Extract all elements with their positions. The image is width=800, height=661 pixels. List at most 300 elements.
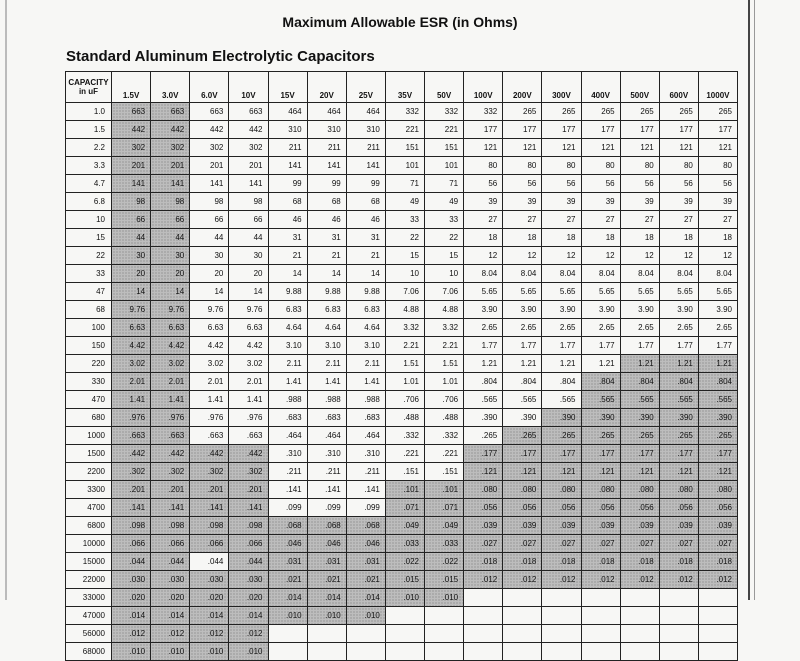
esr-cell: 20 xyxy=(229,265,268,283)
esr-cell xyxy=(307,643,346,661)
esr-cell: .201 xyxy=(112,481,151,499)
esr-cell: 1.41 xyxy=(346,373,385,391)
esr-cell: 1.77 xyxy=(659,337,698,355)
esr-cell: 8.04 xyxy=(503,265,542,283)
esr-cell: .177 xyxy=(542,445,581,463)
esr-cell: 265 xyxy=(698,103,737,121)
esr-cell: 2.11 xyxy=(268,355,307,373)
capacity-cell: 15 xyxy=(66,229,112,247)
esr-cell: 4.88 xyxy=(385,301,424,319)
esr-cell: 14 xyxy=(151,283,190,301)
esr-cell: 1.21 xyxy=(698,355,737,373)
esr-cell: .012 xyxy=(542,571,581,589)
esr-cell: .068 xyxy=(268,517,307,535)
table-row xyxy=(66,607,738,625)
esr-cell: 5.65 xyxy=(464,283,503,301)
esr-cell: .068 xyxy=(346,517,385,535)
esr-cell: .021 xyxy=(307,571,346,589)
esr-cell: .012 xyxy=(581,571,620,589)
esr-cell: 21 xyxy=(307,247,346,265)
esr-cell: 5.65 xyxy=(659,283,698,301)
esr-cell xyxy=(620,643,659,661)
esr-cell: .565 xyxy=(464,391,503,409)
esr-cell xyxy=(503,607,542,625)
voltage-header: 25V xyxy=(346,72,385,103)
esr-cell: .976 xyxy=(151,409,190,427)
esr-cell: .221 xyxy=(385,445,424,463)
esr-cell: .663 xyxy=(190,427,229,445)
esr-cell: 663 xyxy=(190,103,229,121)
esr-cell: 1.21 xyxy=(620,355,659,373)
esr-cell: 56 xyxy=(503,175,542,193)
esr-cell: 101 xyxy=(385,157,424,175)
capacity-cell: 150 xyxy=(66,337,112,355)
esr-cell: .565 xyxy=(503,391,542,409)
esr-cell: 2.65 xyxy=(620,319,659,337)
voltage-header: 100V xyxy=(464,72,503,103)
esr-cell: 141 xyxy=(229,175,268,193)
esr-cell: 265 xyxy=(659,103,698,121)
esr-cell: .010 xyxy=(385,589,424,607)
esr-cell xyxy=(268,643,307,661)
esr-cell: 2.11 xyxy=(307,355,346,373)
esr-cell: 265 xyxy=(503,103,542,121)
esr-cell: 31 xyxy=(346,229,385,247)
esr-cell: 7.06 xyxy=(425,283,464,301)
capacity-header-line2: in uF xyxy=(78,87,99,96)
esr-cell: .310 xyxy=(268,445,307,463)
esr-cell: 44 xyxy=(151,229,190,247)
esr-cell: .080 xyxy=(581,481,620,499)
esr-cell: 1.77 xyxy=(620,337,659,355)
esr-cell xyxy=(346,643,385,661)
esr-cell: 99 xyxy=(346,175,385,193)
esr-cell: 121 xyxy=(659,139,698,157)
table-row xyxy=(66,535,738,553)
esr-cell: 201 xyxy=(112,157,151,175)
esr-cell: .049 xyxy=(425,517,464,535)
voltage-header: 15V xyxy=(268,72,307,103)
esr-cell: 27 xyxy=(542,211,581,229)
esr-cell: .442 xyxy=(229,445,268,463)
esr-cell: .010 xyxy=(346,607,385,625)
esr-cell: .080 xyxy=(464,481,503,499)
esr-cell: .099 xyxy=(346,499,385,517)
esr-cell: 302 xyxy=(151,139,190,157)
capacity-cell: 1.0 xyxy=(66,103,112,121)
esr-cell: .020 xyxy=(151,589,190,607)
esr-cell: .442 xyxy=(190,445,229,463)
esr-cell: .080 xyxy=(620,481,659,499)
table-row xyxy=(66,139,738,157)
table-row xyxy=(66,463,738,481)
esr-cell: 101 xyxy=(425,157,464,175)
table-row xyxy=(66,409,738,427)
table-row xyxy=(66,301,738,319)
esr-cell: 9.88 xyxy=(268,283,307,301)
esr-cell: 12 xyxy=(464,247,503,265)
esr-cell: .027 xyxy=(542,535,581,553)
esr-cell: 3.02 xyxy=(229,355,268,373)
esr-cell: 14 xyxy=(112,283,151,301)
esr-cell: 56 xyxy=(659,175,698,193)
esr-cell: .056 xyxy=(581,499,620,517)
esr-cell: .014 xyxy=(307,589,346,607)
esr-cell: 30 xyxy=(151,247,190,265)
esr-cell: 49 xyxy=(385,193,424,211)
esr-cell: 221 xyxy=(385,121,424,139)
capacity-cell: 47 xyxy=(66,283,112,301)
esr-cell: 302 xyxy=(112,139,151,157)
esr-cell: .066 xyxy=(112,535,151,553)
esr-cell: .201 xyxy=(229,481,268,499)
esr-cell: 33 xyxy=(425,211,464,229)
esr-cell: .101 xyxy=(425,481,464,499)
esr-cell: .039 xyxy=(581,517,620,535)
esr-cell: .044 xyxy=(112,553,151,571)
esr-cell: .018 xyxy=(698,553,737,571)
capacity-cell: 47000 xyxy=(66,607,112,625)
esr-cell: .488 xyxy=(425,409,464,427)
esr-cell: 1.21 xyxy=(503,355,542,373)
capacity-cell: 4.7 xyxy=(66,175,112,193)
esr-cell: 7.06 xyxy=(385,283,424,301)
esr-cell: 3.02 xyxy=(151,355,190,373)
esr-cell: .056 xyxy=(542,499,581,517)
esr-cell: 1.01 xyxy=(425,373,464,391)
esr-cell: 8.04 xyxy=(698,265,737,283)
table-row xyxy=(66,247,738,265)
esr-cell: 1.21 xyxy=(542,355,581,373)
esr-cell: 3.10 xyxy=(307,337,346,355)
esr-cell: .488 xyxy=(385,409,424,427)
voltage-header: 20V xyxy=(307,72,346,103)
esr-cell: .046 xyxy=(346,535,385,553)
esr-cell: 99 xyxy=(307,175,346,193)
esr-cell: 80 xyxy=(659,157,698,175)
esr-cell: .010 xyxy=(112,643,151,661)
esr-cell: 68 xyxy=(307,193,346,211)
esr-cell: 27 xyxy=(659,211,698,229)
esr-cell: 8.04 xyxy=(464,265,503,283)
esr-cell: 121 xyxy=(464,139,503,157)
esr-cell: .021 xyxy=(346,571,385,589)
esr-cell xyxy=(503,625,542,643)
voltage-header: 10V xyxy=(229,72,268,103)
esr-cell: 265 xyxy=(620,103,659,121)
esr-cell: 9.76 xyxy=(112,301,151,319)
esr-cell: .010 xyxy=(229,643,268,661)
esr-cell: .012 xyxy=(112,625,151,643)
esr-cell xyxy=(698,625,737,643)
esr-cell xyxy=(542,625,581,643)
esr-cell: .265 xyxy=(503,427,542,445)
esr-cell: .018 xyxy=(542,553,581,571)
esr-cell xyxy=(620,625,659,643)
esr-cell: 3.32 xyxy=(385,319,424,337)
esr-cell: 9.76 xyxy=(190,301,229,319)
esr-cell: 332 xyxy=(464,103,503,121)
table-row xyxy=(66,517,738,535)
esr-cell: 3.90 xyxy=(698,301,737,319)
esr-cell xyxy=(659,589,698,607)
esr-cell: .211 xyxy=(346,463,385,481)
esr-cell: .976 xyxy=(229,409,268,427)
esr-cell: 3.02 xyxy=(112,355,151,373)
esr-cell: .044 xyxy=(190,553,229,571)
esr-cell: .027 xyxy=(464,535,503,553)
esr-cell: 2.65 xyxy=(581,319,620,337)
esr-cell: 177 xyxy=(464,121,503,139)
esr-cell: .098 xyxy=(229,517,268,535)
esr-cell: 44 xyxy=(112,229,151,247)
esr-cell: 663 xyxy=(112,103,151,121)
esr-cell xyxy=(659,625,698,643)
esr-cell: .464 xyxy=(307,427,346,445)
esr-cell: .027 xyxy=(620,535,659,553)
esr-cell: 3.90 xyxy=(581,301,620,319)
esr-cell: 141 xyxy=(268,157,307,175)
esr-cell: 1.21 xyxy=(464,355,503,373)
esr-cell: .390 xyxy=(620,409,659,427)
esr-cell: 4.88 xyxy=(425,301,464,319)
esr-cell: 2.01 xyxy=(190,373,229,391)
esr-cell: 121 xyxy=(542,139,581,157)
esr-cell: 5.65 xyxy=(620,283,659,301)
esr-cell: 177 xyxy=(581,121,620,139)
esr-cell: 3.10 xyxy=(346,337,385,355)
esr-cell: 177 xyxy=(659,121,698,139)
esr-cell: 177 xyxy=(620,121,659,139)
esr-cell xyxy=(698,607,737,625)
esr-cell: .012 xyxy=(464,571,503,589)
table-row xyxy=(66,481,738,499)
esr-cell: .565 xyxy=(542,391,581,409)
esr-cell: 12 xyxy=(620,247,659,265)
esr-table xyxy=(65,71,738,661)
capacity-cell: 2200 xyxy=(66,463,112,481)
esr-cell: .804 xyxy=(698,373,737,391)
esr-cell: 3.90 xyxy=(464,301,503,319)
esr-cell: .177 xyxy=(464,445,503,463)
esr-cell xyxy=(620,607,659,625)
esr-cell: 18 xyxy=(620,229,659,247)
voltage-header: 3.0V xyxy=(151,72,190,103)
esr-cell: .012 xyxy=(190,625,229,643)
voltage-header: 35V xyxy=(385,72,424,103)
esr-cell: .265 xyxy=(464,427,503,445)
esr-cell: 66 xyxy=(190,211,229,229)
esr-cell: .211 xyxy=(268,463,307,481)
esr-cell: .141 xyxy=(229,499,268,517)
voltage-header: 500V xyxy=(620,72,659,103)
esr-cell: .039 xyxy=(542,517,581,535)
esr-cell: .141 xyxy=(268,481,307,499)
esr-cell: 18 xyxy=(698,229,737,247)
esr-cell: 265 xyxy=(542,103,581,121)
esr-cell: 18 xyxy=(542,229,581,247)
esr-cell: 6.63 xyxy=(190,319,229,337)
capacity-cell: 22000 xyxy=(66,571,112,589)
esr-cell: .121 xyxy=(542,463,581,481)
esr-cell: .988 xyxy=(346,391,385,409)
esr-cell: 2.01 xyxy=(229,373,268,391)
esr-cell: .177 xyxy=(581,445,620,463)
esr-cell: .020 xyxy=(190,589,229,607)
esr-cell: 46 xyxy=(268,211,307,229)
esr-cell: .022 xyxy=(385,553,424,571)
esr-cell: 3.32 xyxy=(425,319,464,337)
esr-cell xyxy=(425,607,464,625)
capacity-cell: 6.8 xyxy=(66,193,112,211)
esr-cell: .177 xyxy=(503,445,542,463)
esr-cell: 310 xyxy=(307,121,346,139)
esr-cell: .027 xyxy=(659,535,698,553)
esr-cell: 6.83 xyxy=(346,301,385,319)
esr-cell: 66 xyxy=(151,211,190,229)
voltage-header: 600V xyxy=(659,72,698,103)
header-row xyxy=(66,72,738,103)
esr-cell xyxy=(425,625,464,643)
esr-cell: .056 xyxy=(659,499,698,517)
esr-cell: .098 xyxy=(112,517,151,535)
esr-cell: .099 xyxy=(268,499,307,517)
esr-cell: .804 xyxy=(620,373,659,391)
esr-cell: .141 xyxy=(112,499,151,517)
esr-cell: .012 xyxy=(698,571,737,589)
esr-cell: .039 xyxy=(698,517,737,535)
esr-cell: .101 xyxy=(385,481,424,499)
esr-cell: 27 xyxy=(698,211,737,229)
esr-cell: 30 xyxy=(112,247,151,265)
voltage-header: 1.5V xyxy=(112,72,151,103)
esr-cell: .027 xyxy=(698,535,737,553)
esr-cell: 6.63 xyxy=(151,319,190,337)
esr-cell: .014 xyxy=(151,607,190,625)
esr-cell: .010 xyxy=(425,589,464,607)
esr-cell: .099 xyxy=(307,499,346,517)
esr-cell: .046 xyxy=(268,535,307,553)
esr-cell: .027 xyxy=(503,535,542,553)
capacity-cell: 680 xyxy=(66,409,112,427)
esr-cell: .804 xyxy=(542,373,581,391)
esr-cell: 56 xyxy=(542,175,581,193)
esr-cell: .020 xyxy=(229,589,268,607)
esr-cell: 211 xyxy=(346,139,385,157)
esr-cell: 1.41 xyxy=(151,391,190,409)
esr-cell: 332 xyxy=(385,103,424,121)
esr-cell: 31 xyxy=(307,229,346,247)
esr-cell: .464 xyxy=(346,427,385,445)
capacity-cell: 33 xyxy=(66,265,112,283)
esr-cell: .012 xyxy=(659,571,698,589)
esr-cell xyxy=(542,607,581,625)
esr-cell: 9.76 xyxy=(229,301,268,319)
esr-cell: .177 xyxy=(659,445,698,463)
esr-cell: .039 xyxy=(464,517,503,535)
esr-cell: .976 xyxy=(190,409,229,427)
esr-cell: .071 xyxy=(425,499,464,517)
esr-cell: 2.11 xyxy=(346,355,385,373)
esr-cell xyxy=(385,607,424,625)
esr-cell: 46 xyxy=(307,211,346,229)
esr-cell: 1.21 xyxy=(581,355,620,373)
esr-cell: 1.77 xyxy=(503,337,542,355)
esr-cell: .012 xyxy=(229,625,268,643)
esr-cell: .141 xyxy=(151,499,190,517)
esr-cell: .018 xyxy=(464,553,503,571)
table-row xyxy=(66,625,738,643)
table-row xyxy=(66,157,738,175)
esr-cell: 141 xyxy=(346,157,385,175)
esr-cell: .031 xyxy=(307,553,346,571)
esr-cell xyxy=(464,607,503,625)
esr-cell: .010 xyxy=(268,607,307,625)
esr-cell: 20 xyxy=(151,265,190,283)
voltage-header: 400V xyxy=(581,72,620,103)
esr-cell: .039 xyxy=(659,517,698,535)
esr-cell: .177 xyxy=(620,445,659,463)
esr-cell xyxy=(581,589,620,607)
esr-cell: .022 xyxy=(425,553,464,571)
esr-cell: 9.76 xyxy=(151,301,190,319)
esr-cell: .302 xyxy=(112,463,151,481)
esr-cell: .390 xyxy=(659,409,698,427)
esr-cell: .151 xyxy=(425,463,464,481)
esr-cell: 141 xyxy=(112,175,151,193)
esr-cell: 3.10 xyxy=(268,337,307,355)
esr-cell: 80 xyxy=(464,157,503,175)
table-row xyxy=(66,211,738,229)
capacity-cell: 10000 xyxy=(66,535,112,553)
esr-cell: 302 xyxy=(229,139,268,157)
section-title: Standard Aluminum Electrolytic Capacitors xyxy=(66,48,375,65)
esr-cell: 27 xyxy=(581,211,620,229)
table-row xyxy=(66,427,738,445)
capacity-cell: 10 xyxy=(66,211,112,229)
esr-cell: 15 xyxy=(425,247,464,265)
esr-cell: 31 xyxy=(268,229,307,247)
esr-cell: 6.63 xyxy=(229,319,268,337)
esr-cell: 442 xyxy=(229,121,268,139)
esr-cell: .988 xyxy=(307,391,346,409)
esr-cell: 5.65 xyxy=(698,283,737,301)
esr-cell: .014 xyxy=(229,607,268,625)
esr-cell: 80 xyxy=(503,157,542,175)
esr-cell: 21 xyxy=(268,247,307,265)
esr-cell: 22 xyxy=(425,229,464,247)
esr-cell: 310 xyxy=(268,121,307,139)
esr-cell: 3.02 xyxy=(190,355,229,373)
esr-cell: .015 xyxy=(385,571,424,589)
esr-cell: .046 xyxy=(307,535,346,553)
capacity-cell: 220 xyxy=(66,355,112,373)
esr-cell: 21 xyxy=(346,247,385,265)
capacity-header-line1: CAPACITY xyxy=(68,78,109,87)
esr-cell xyxy=(346,625,385,643)
esr-cell: .265 xyxy=(542,427,581,445)
voltage-header: 6.0V xyxy=(190,72,229,103)
voltage-header: 300V xyxy=(542,72,581,103)
esr-cell: 2.21 xyxy=(425,337,464,355)
esr-cell: .066 xyxy=(190,535,229,553)
esr-cell xyxy=(464,589,503,607)
esr-cell: 56 xyxy=(620,175,659,193)
esr-cell: .683 xyxy=(346,409,385,427)
esr-cell: 1.51 xyxy=(425,355,464,373)
esr-cell: 5.65 xyxy=(581,283,620,301)
esr-cell: 18 xyxy=(581,229,620,247)
